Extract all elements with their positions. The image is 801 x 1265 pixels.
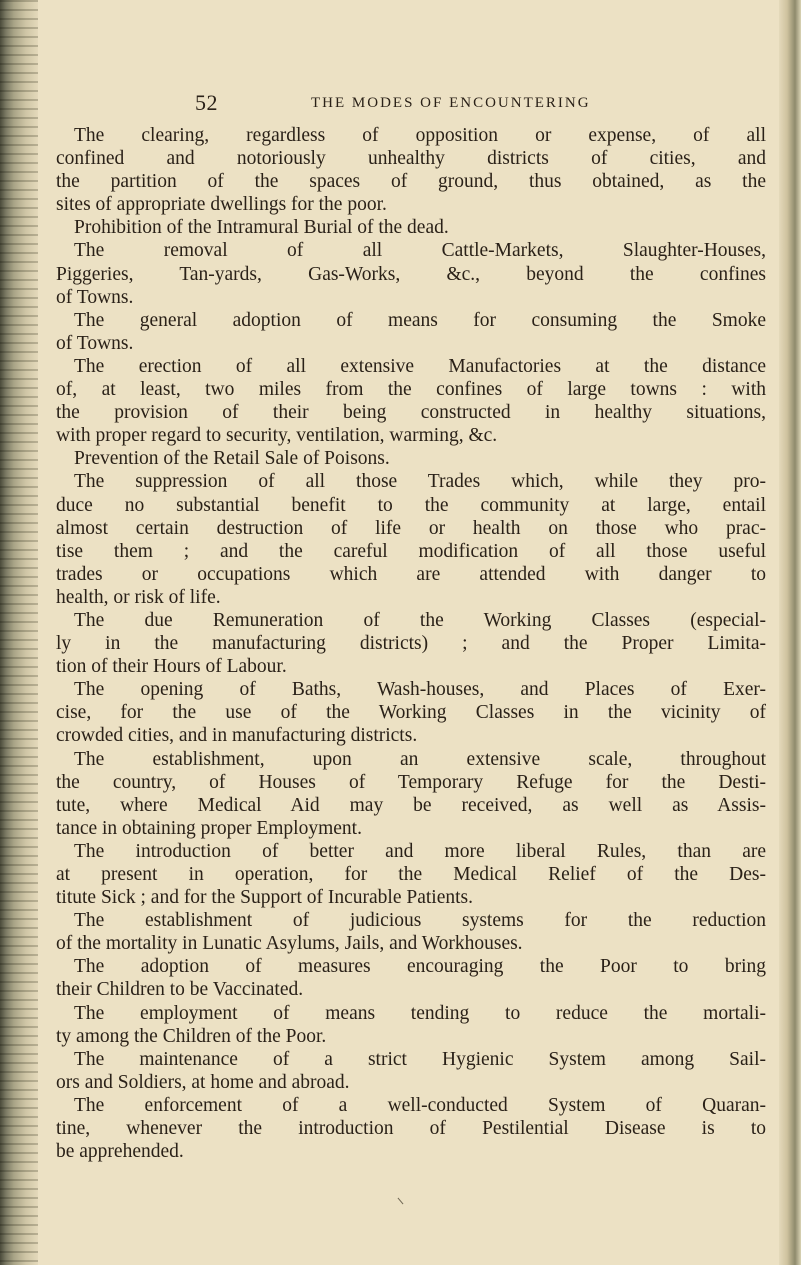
text-line: ors and Soldiers, at home and abroad. bbox=[56, 1071, 350, 1093]
text-line: cise, for the use of the Working Classes in the vicinity of bbox=[56, 702, 766, 724]
text-line: The due Remuneration of the Working Classes (especial- bbox=[74, 609, 766, 631]
paragraph bbox=[56, 909, 766, 955]
paragraph bbox=[56, 355, 766, 447]
text-line: The opening of Baths, Wash-houses, and Places of Exer- bbox=[74, 679, 766, 701]
stray-mark bbox=[398, 1198, 404, 1205]
paragraph bbox=[56, 840, 766, 909]
text-line: Prevention of the Retail Sale of Poisons. bbox=[74, 448, 390, 470]
paragraph bbox=[56, 955, 766, 1001]
text-line: confined and notoriously unhealthy districts of cities, and bbox=[56, 148, 766, 170]
text-line: tion of their Hours of Labour. bbox=[56, 656, 287, 678]
paragraph bbox=[56, 1094, 766, 1163]
text-line: tute, where Medical Aid may be received, as well as Assis- bbox=[56, 794, 766, 816]
text-line: health, or risk of life. bbox=[56, 586, 221, 608]
text-line: tance in obtaining proper Employment. bbox=[56, 817, 362, 839]
text-line: their Children to be Vaccinated. bbox=[56, 979, 304, 1001]
paragraph bbox=[56, 1048, 766, 1094]
text-line: The suppression of all those Trades which, while they pro- bbox=[74, 471, 766, 493]
paragraph bbox=[56, 1002, 766, 1048]
paragraph bbox=[56, 309, 766, 355]
binding-gutter-left bbox=[0, 0, 38, 1265]
text-line: be apprehended. bbox=[56, 1141, 184, 1163]
text-line: ty among the Children of the Poor. bbox=[56, 1025, 327, 1047]
page-edge-right bbox=[779, 0, 801, 1265]
text-line: ly in the manufacturing districts) ; and the Proper Limita- bbox=[56, 633, 766, 655]
text-line: Piggeries, Tan-yards, Gas-Works, &c., beyond the confines bbox=[56, 263, 766, 285]
text-line: with proper regard to security, ventilation, warming, &c. bbox=[56, 425, 498, 447]
text-line: of, at least, two miles from the confines of large towns : with bbox=[56, 379, 766, 401]
text-line: The removal of all Cattle-Markets, Slaughter-Houses, bbox=[74, 240, 766, 262]
text-line: sites of appropriate dwellings for the poor. bbox=[56, 194, 387, 216]
text-line: of Towns. bbox=[56, 286, 134, 308]
page-number: 52 bbox=[195, 90, 218, 115]
text-line: tise them ; and the careful modification of all those useful bbox=[56, 540, 766, 562]
text-line: The erection of all extensive Manufactories at the distance bbox=[74, 355, 766, 377]
text-line: duce no substantial benefit to the community at large, entail bbox=[56, 494, 766, 516]
text-line: the country, of Houses of Temporary Refuge for the Desti- bbox=[56, 771, 766, 793]
paragraph bbox=[56, 124, 766, 216]
paragraph bbox=[56, 216, 766, 239]
text-line: The maintenance of a strict Hygienic System among Sail- bbox=[74, 1048, 766, 1070]
text-line: titute Sick ; and for the Support of Incurable Patients. bbox=[56, 887, 473, 909]
text-line: of Towns. bbox=[56, 332, 134, 354]
text-line: trades or occupations which are attended with danger to bbox=[56, 563, 766, 585]
text-line: The enforcement of a well-conducted System of Quaran- bbox=[74, 1094, 766, 1116]
text-line: The introduction of better and more liberal Rules, than are bbox=[74, 840, 766, 862]
text-line: at present in operation, for the Medical Relief of the Des- bbox=[56, 864, 766, 885]
text-line: The employment of means tending to reduce the mortali- bbox=[74, 1002, 766, 1024]
paragraph bbox=[56, 470, 766, 609]
text-line: The adoption of measures encouraging the Poor to bring bbox=[74, 956, 766, 978]
text-line: The establishment of judicious systems for the reduction bbox=[74, 910, 766, 932]
running-title: THE MODES OF ENCOUNTERING bbox=[311, 95, 591, 111]
running-head bbox=[195, 90, 715, 114]
text-line: almost certain destruction of life or health on those who prac- bbox=[56, 517, 766, 539]
paragraph bbox=[56, 447, 766, 470]
paragraph bbox=[56, 609, 766, 678]
paragraph bbox=[56, 748, 766, 840]
paragraph bbox=[56, 678, 766, 747]
text-line: tine, whenever the introduction of Pestilential Disease is to bbox=[56, 1118, 766, 1140]
body-text bbox=[56, 124, 766, 1163]
text-line: crowded cities, and in manufacturing districts. bbox=[56, 725, 418, 747]
text-line: of the mortality in Lunatic Asylums, Jails, and Workhouses. bbox=[56, 933, 523, 955]
text-line: the partition of the spaces of ground, thus obtained, as the bbox=[56, 171, 766, 193]
paragraph bbox=[56, 239, 766, 308]
text-line: The general adoption of means for consuming the Smoke bbox=[74, 309, 766, 331]
text-line: The establishment, upon an extensive scale, throughout bbox=[74, 748, 766, 770]
text-line: Prohibition of the Intramural Burial of the dead. bbox=[74, 217, 449, 239]
text-line: the provision of their being constructed in healthy situations, bbox=[56, 402, 766, 424]
text-line: The clearing, regardless of opposition or expense, of all bbox=[74, 125, 766, 146]
